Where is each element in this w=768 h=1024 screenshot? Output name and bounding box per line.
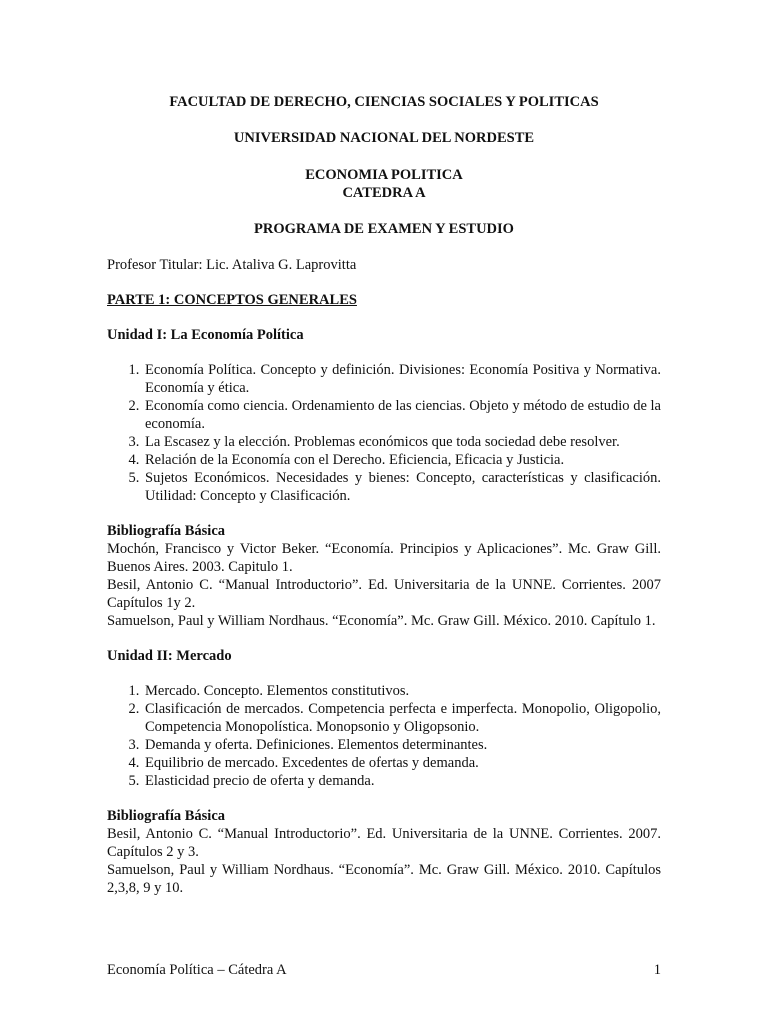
program-heading: PROGRAMA DE EXAMEN Y ESTUDIO xyxy=(254,221,514,237)
chair-heading: CATEDRA A xyxy=(342,185,426,201)
bibliography-entry: Samuelson, Paul y William Nordhaus. “Economía”. Mc. Graw Gill. México. 2010. Capítulos 2,3,8, 9 y 10. xyxy=(107,862,661,896)
list-item: 1. Economía Política. Concepto y definición. Divisiones: Economía Positiva y Normativa. Economía y ética. xyxy=(143,361,661,397)
page-number: 1 xyxy=(653,962,661,978)
unit-topics-list xyxy=(107,361,661,505)
part-title: PARTE 1: CONCEPTOS GENERALES xyxy=(107,292,357,308)
faculty-heading: FACULTAD DE DERECHO, CIENCIAS SOCIALES Y POLITICAS xyxy=(169,94,599,110)
course-heading: ECONOMIA POLITICA xyxy=(305,167,463,183)
bibliography-entry: Besil, Antonio C. “Manual Introductorio”. Ed. Universitaria de la UNNE. Corrientes. 2007. Capítulos 2 y 3. xyxy=(107,826,661,860)
bibliography-title: Bibliografía Básica xyxy=(107,808,226,824)
list-item: 2. Economía como ciencia. Ordenamiento de las ciencias. Objeto y método de estudio de la economía. xyxy=(143,397,661,433)
unit-title: Unidad I: La Economía Política xyxy=(107,327,304,343)
footer-label: Economía Política – Cátedra A xyxy=(107,962,287,978)
bibliography-list xyxy=(107,825,661,897)
list-item: 3. La Escasez y la elección. Problemas económicos que toda sociedad debe resolver. xyxy=(143,433,661,451)
bibliography-entry: Mochón, Francisco y Victor Beker. “Economía. Principios y Aplicaciones”. Mc. Graw Gill. Buenos Aires. 2003. Capitulo 1. xyxy=(107,541,661,575)
bibliography-entry: Besil, Antonio C. “Manual Introductorio”. Ed. Universitaria de la UNNE. Corrientes. 2007 Capítulos 1y 2. xyxy=(107,577,661,611)
bibliography-title: Bibliografía Básica xyxy=(107,523,226,539)
professor-line: Profesor Titular: Lic. Ataliva G. Laprovitta xyxy=(107,257,357,273)
list-item: 3. Demanda y oferta. Definiciones. Elementos determinantes. xyxy=(143,736,661,754)
bibliography-entry: Samuelson, Paul y William Nordhaus. “Economía”. Mc. Graw Gill. México. 2010. Capítulo 1. xyxy=(107,613,656,629)
university-heading: UNIVERSIDAD NACIONAL DEL NORDESTE xyxy=(233,130,535,146)
list-item: 1. Mercado. Concepto. Elementos constitutivos. xyxy=(143,682,661,700)
list-item: 4. Equilibrio de mercado. Excedentes de ofertas y demanda. xyxy=(143,754,661,772)
page-content xyxy=(107,90,661,897)
unit-title: Unidad II: Mercado xyxy=(107,648,232,664)
unit-topics-list xyxy=(107,682,661,790)
list-item: 5. Elasticidad precio de oferta y demanda. xyxy=(143,772,661,790)
bibliography-list xyxy=(107,540,661,630)
page-footer xyxy=(107,961,661,979)
list-item: 4. Relación de la Economía con el Derecho. Eficiencia, Eficacia y Justicia. xyxy=(143,451,661,469)
list-item: 2. Clasificación de mercados. Competencia perfecta e imperfecta. Monopolio, Oligopolio, Competencia Monopolística. Monopsonio y Oligopsonio. xyxy=(143,700,661,736)
list-item: 5. Sujetos Económicos. Necesidades y bienes: Concepto, características y clasificación. Utilidad: Concepto y Clasificación. xyxy=(143,469,661,505)
